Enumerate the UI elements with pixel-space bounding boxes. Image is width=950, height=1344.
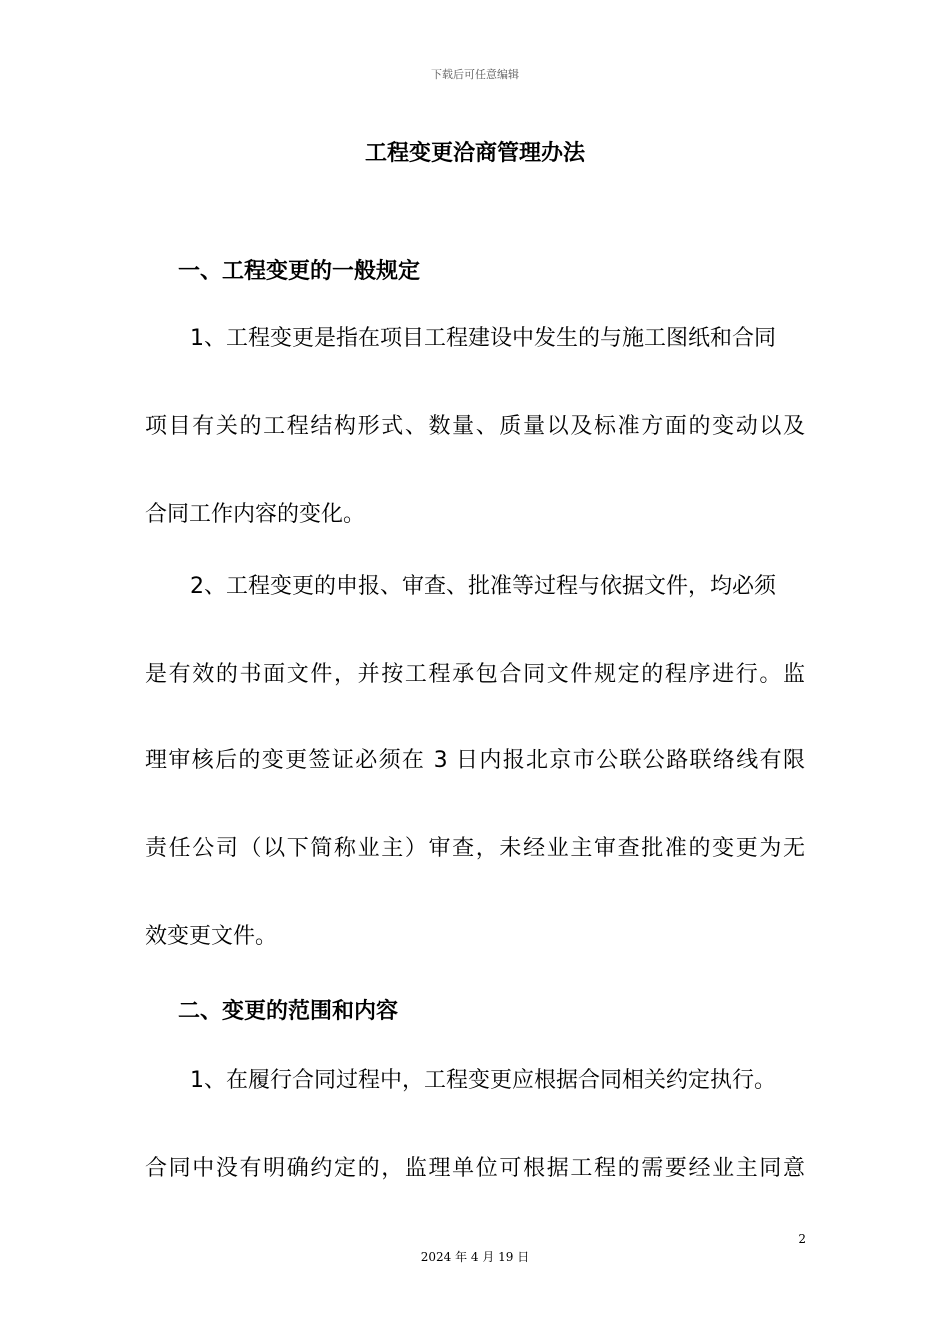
paragraph-line: 效变更文件。 <box>145 924 278 949</box>
paragraph-line: 1、在履行合同过程中，工程变更应根据合同相关约定执行。 <box>190 1068 776 1093</box>
paragraph-line: 合同工作内容的变化。 <box>145 502 366 527</box>
document-title: 工程变更洽商管理办法 <box>364 141 585 166</box>
footer-date: 2024 年 4 月 19 日 <box>420 1250 530 1264</box>
paragraph-line: 责任公司（以下简称业主）审查，未经业主审查批准的变更为无 <box>145 836 805 861</box>
paragraph-line: 是有效的书面文件，并按工程承包合同文件规定的程序进行。监 <box>145 662 805 687</box>
page-number: 2 <box>798 1232 806 1246</box>
header-note: 下载后可任意编辑 <box>431 68 519 81</box>
section-heading-1: 一、工程变更的一般规定 <box>178 259 421 284</box>
section-heading-2: 二、变更的范围和内容 <box>178 999 399 1024</box>
paragraph-line: 理审核后的变更签证必须在 3 日内报北京市公联公路联络线有限 <box>145 748 805 773</box>
paragraph-line: 1、工程变更是指在项目工程建设中发生的与施工图纸和合同 <box>190 326 776 351</box>
paragraph-line: 项目有关的工程结构形式、数量、质量以及标准方面的变动以及 <box>145 414 805 439</box>
paragraph-line: 2、工程变更的申报、审查、批准等过程与依据文件，均必须 <box>190 574 776 599</box>
paragraph-line: 合同中没有明确约定的，监理单位可根据工程的需要经业主同意 <box>145 1156 805 1181</box>
